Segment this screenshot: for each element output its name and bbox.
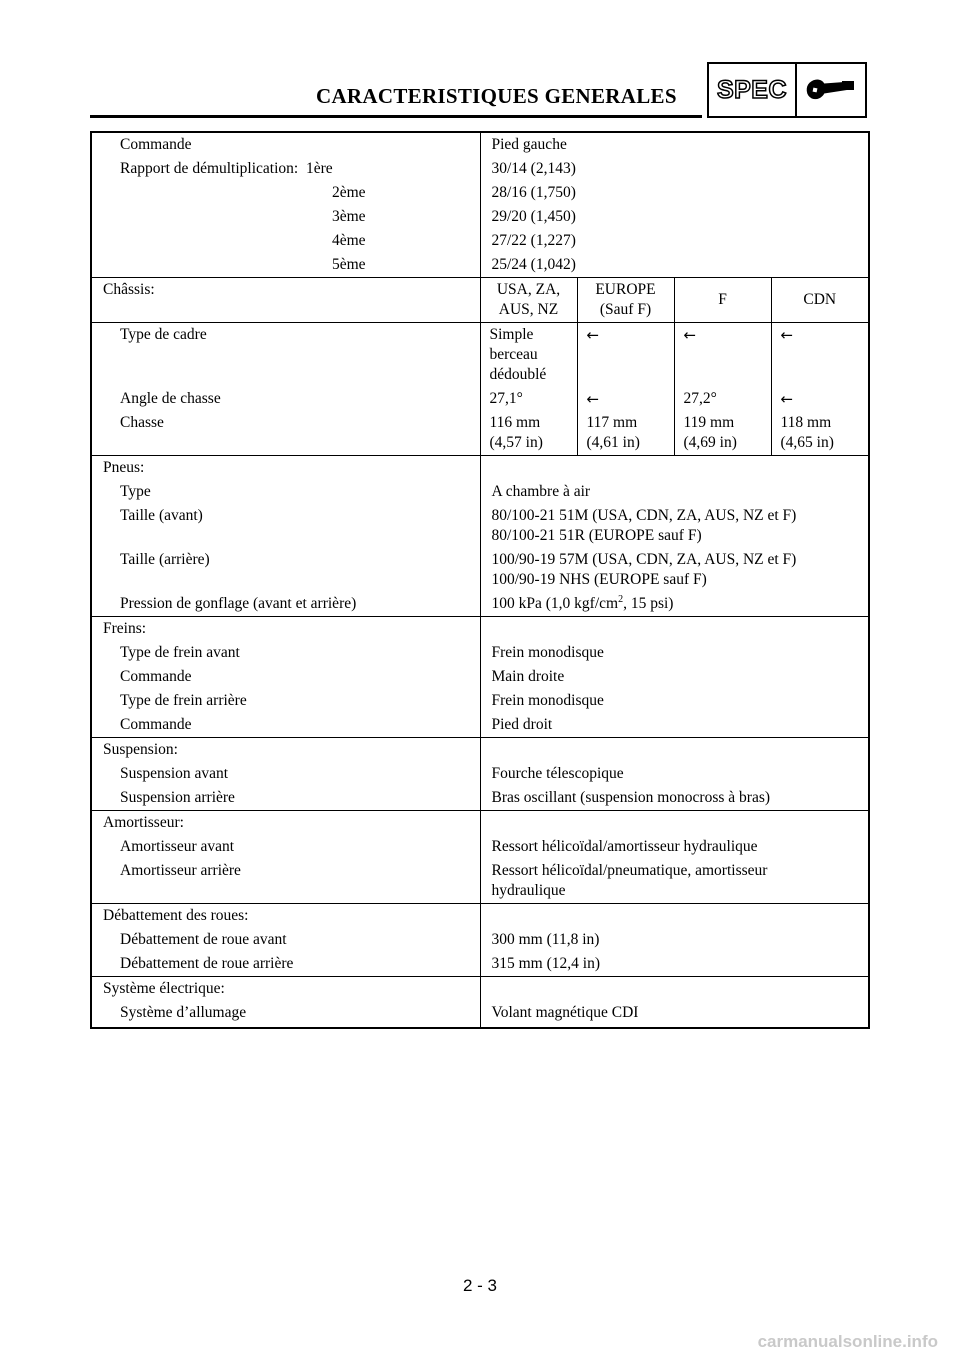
spec-value: Bras oscillant (suspension monocross à bras) bbox=[480, 786, 869, 811]
spec-value: 28/16 (1,750) bbox=[480, 181, 869, 205]
table-row bbox=[91, 665, 869, 689]
table-row bbox=[91, 387, 869, 411]
wrench-icon bbox=[797, 64, 865, 116]
spec-value: 27,1° bbox=[480, 387, 577, 411]
spec-value: Fourche télescopique bbox=[480, 762, 869, 786]
spec-label: Type de cadre bbox=[91, 323, 480, 388]
spec-value: 300 mm (11,8 in) bbox=[480, 928, 869, 952]
spec-value: Simple berceau dédoublé bbox=[480, 323, 577, 388]
spec-label: Système d’allumage bbox=[120, 1004, 247, 1021]
table-row bbox=[91, 480, 869, 504]
table-row bbox=[91, 617, 869, 642]
spec-value: 117 mm (4,61 in) bbox=[577, 411, 674, 456]
table-row bbox=[91, 548, 869, 592]
same-as-left-arrow: ← bbox=[771, 323, 869, 388]
gear-label: 4ème bbox=[332, 232, 366, 249]
spec-value: Frein monodisque bbox=[480, 641, 869, 665]
gear-label: 3ème bbox=[332, 208, 366, 225]
table-row bbox=[91, 689, 869, 713]
section-heading: Pneus: bbox=[103, 459, 145, 476]
table-row bbox=[91, 859, 869, 904]
spec-value: 100 kPa (1,0 kgf/$cm^2$, 15 psi) bbox=[480, 592, 869, 617]
spec-label: Amortisseur arrière bbox=[91, 859, 480, 904]
spec-label: Amortisseur avant bbox=[120, 838, 235, 855]
spec-label: Taille (avant) bbox=[120, 507, 203, 524]
spec-label: Chasse bbox=[91, 411, 480, 456]
gear-label: 2ème bbox=[332, 184, 366, 201]
page-number: 2 - 3 bbox=[462, 1276, 498, 1295]
table-row bbox=[91, 713, 869, 738]
section-heading: Amortisseur: bbox=[103, 814, 184, 831]
spec-value: Frein monodisque bbox=[480, 689, 869, 713]
table-row bbox=[91, 762, 869, 786]
spec-label: Taille (arrière) bbox=[120, 551, 210, 568]
table-row bbox=[91, 592, 869, 617]
spec-value: 116 mm (4,57 in) bbox=[480, 411, 577, 456]
column-header: F bbox=[674, 278, 771, 323]
spec-label: Pression de gonflage (avant et arrière) bbox=[91, 592, 480, 617]
table-row bbox=[91, 157, 869, 181]
watermark[interactable]: carmanualsonline.info bbox=[757, 1332, 938, 1351]
spec-value: A chambre à air bbox=[480, 480, 869, 504]
spec-value: 29/20 (1,450) bbox=[480, 205, 869, 229]
table-row bbox=[91, 205, 869, 229]
column-header: EUROPE (Sauf F) bbox=[577, 278, 674, 323]
gear-ratio-label: Rapport de démultiplication: 1ère bbox=[120, 160, 333, 177]
spec-value: Pied droit bbox=[480, 713, 869, 738]
table-row bbox=[91, 323, 869, 388]
table-row bbox=[91, 952, 869, 977]
spec-value: 30/14 (2,143) bbox=[480, 157, 869, 181]
spec-label: Suspension arrière bbox=[91, 786, 480, 811]
spec-label: Type de frein avant bbox=[120, 644, 240, 661]
spec-value: 100/90-19 57M (USA, CDN, ZA, AUS, NZ et F) 100/90-19 NHS (EUROPE sauf F) bbox=[480, 548, 869, 592]
spec-value: 118 mm (4,65 in) bbox=[771, 411, 869, 456]
table-row bbox=[91, 928, 869, 952]
header-rule bbox=[90, 115, 702, 118]
spec-label: Commande bbox=[120, 668, 192, 685]
spec-label: Type bbox=[120, 483, 151, 500]
spec-badge bbox=[707, 62, 867, 118]
spec-value: 119 mm (4,69 in) bbox=[674, 411, 771, 456]
same-as-left-arrow: ← bbox=[577, 323, 674, 388]
table-row bbox=[91, 738, 869, 763]
spec-value: Main droite bbox=[480, 665, 869, 689]
column-header: USA, ZA, AUS, NZ bbox=[480, 278, 577, 323]
spec-badge-label: SPEC bbox=[709, 64, 797, 116]
spec-value: 27/22 (1,227) bbox=[480, 229, 869, 253]
spec-value: Ressort hélicoïdal/amortisseur hydraulique bbox=[480, 835, 869, 859]
spec-label: Commande bbox=[91, 713, 480, 738]
table-row bbox=[91, 1001, 869, 1028]
spec-label: Débattement de roue avant bbox=[120, 931, 287, 948]
specifications-table bbox=[90, 131, 870, 1029]
spec-label: Suspension avant bbox=[120, 765, 229, 782]
table-row bbox=[91, 786, 869, 811]
table-row bbox=[91, 456, 869, 481]
table-row bbox=[91, 977, 869, 1002]
same-as-left-arrow: ← bbox=[771, 387, 869, 411]
spec-label: Angle de chasse bbox=[120, 390, 221, 407]
spec-value: 27,2° bbox=[674, 387, 771, 411]
table-row bbox=[91, 811, 869, 836]
spec-label: Commande bbox=[120, 136, 192, 153]
table-row bbox=[91, 229, 869, 253]
column-header: CDN bbox=[771, 278, 869, 323]
table-row bbox=[91, 411, 869, 456]
table-row bbox=[91, 181, 869, 205]
table-row bbox=[91, 278, 869, 323]
spec-label: Débattement de roue arrière bbox=[91, 952, 480, 977]
section-heading: Châssis: bbox=[103, 281, 155, 298]
spec-value: 80/100-21 51M (USA, CDN, ZA, AUS, NZ et F) 80/100-21 51R (EUROPE sauf F) bbox=[480, 504, 869, 548]
section-heading: Débattement des roues: bbox=[103, 907, 249, 924]
table-row bbox=[91, 835, 869, 859]
spec-value: 25/24 (1,042) bbox=[480, 253, 869, 278]
spec-value: Ressort hélicoïdal/pneumatique, amortisseur hydraulique bbox=[480, 859, 869, 904]
same-as-left-arrow: ← bbox=[577, 387, 674, 411]
spec-value: 315 mm (12,4 in) bbox=[480, 952, 869, 977]
table-row bbox=[91, 904, 869, 929]
section-heading: Suspension: bbox=[103, 741, 178, 758]
same-as-left-arrow: ← bbox=[674, 323, 771, 388]
table-row bbox=[91, 504, 869, 548]
table-row bbox=[91, 253, 869, 278]
page-title: CARACTERISTIQUES GENERALES bbox=[316, 84, 677, 108]
section-heading: Système électrique: bbox=[103, 980, 225, 997]
spec-value: Pied gauche bbox=[480, 132, 869, 157]
table-row bbox=[91, 132, 869, 157]
table-row bbox=[91, 641, 869, 665]
spec-label: Type de frein arrière bbox=[120, 692, 247, 709]
section-heading: Freins: bbox=[103, 620, 147, 637]
spec-value: Volant magnétique CDI bbox=[480, 1001, 869, 1028]
gear-label: 5ème bbox=[91, 253, 480, 278]
